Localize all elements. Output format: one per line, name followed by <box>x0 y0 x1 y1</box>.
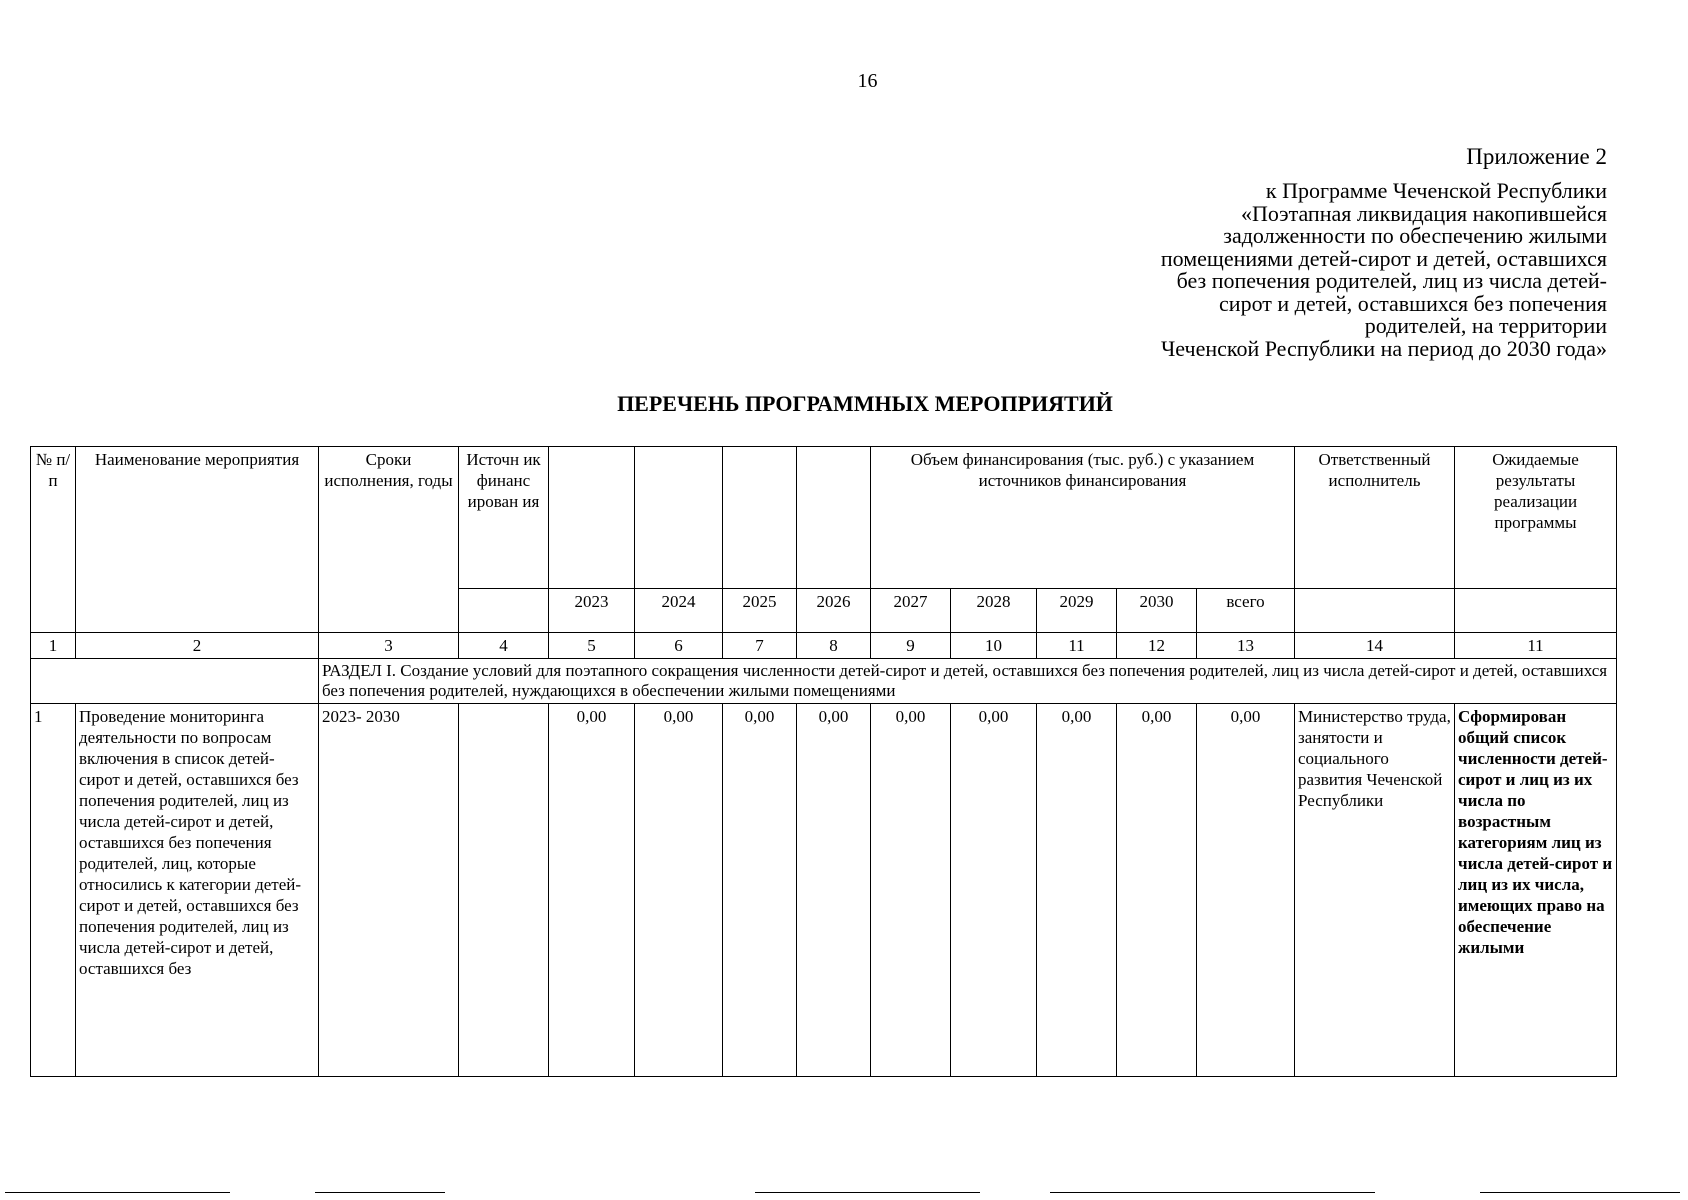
column-number: 6 <box>635 633 723 659</box>
section-row <box>31 659 1617 704</box>
header-blank <box>635 447 723 589</box>
row-value: 0,00 <box>1037 704 1117 1077</box>
column-number: 14 <box>1295 633 1455 659</box>
page-number: 16 <box>857 70 878 92</box>
appendix-line: родителей, на территории <box>1364 313 1607 338</box>
row-source <box>459 704 549 1077</box>
column-number: 11 <box>1037 633 1117 659</box>
appendix-subtitle <box>1047 180 1607 360</box>
row-name: Проведение мониторинга деятельности по вопросам включения в список детей-сирот и детей, оставшихся без попечения родителей, лиц из числа детей-сирот и детей, оставшихся без попечения родителей, лиц, которые относились к категории детей-сирот и детей, оставшихся без попечения родителей, лиц из числа детей-сирот и детей, оставшихся без <box>76 704 319 1077</box>
row-value: 0,00 <box>871 704 951 1077</box>
column-number: 7 <box>723 633 797 659</box>
footer-divider <box>315 1192 445 1193</box>
year-cell: 2026 <box>797 589 871 633</box>
header-blank <box>549 447 635 589</box>
year-cell: 2023 <box>549 589 635 633</box>
year-cell: 2024 <box>635 589 723 633</box>
row-num: 1 <box>31 704 76 1077</box>
footer-divider <box>755 1192 980 1193</box>
appendix-title: Приложение 2 <box>1466 144 1607 169</box>
year-blank <box>459 589 549 633</box>
column-number: 1 <box>31 633 76 659</box>
column-number: 10 <box>951 633 1037 659</box>
column-number: 13 <box>1197 633 1295 659</box>
year-cell: 2027 <box>871 589 951 633</box>
row-value: 0,00 <box>1117 704 1197 1077</box>
appendix-line: задолженности по обеспечению жилыми <box>1223 223 1607 248</box>
appendix-line: сирот и детей, оставшихся без попечения <box>1219 290 1607 316</box>
footer-divider <box>5 1192 230 1193</box>
column-number: 8 <box>797 633 871 659</box>
row-value: 0,00 <box>797 704 871 1077</box>
column-number: 3 <box>319 633 459 659</box>
row-value: 0,00 <box>549 704 635 1077</box>
column-numbers-row <box>31 633 1617 659</box>
header-source: Источн ик финанс ирован ия <box>459 447 549 589</box>
appendix-line: Чеченской Республики на период до 2030 года» <box>1161 335 1607 361</box>
header-blank <box>797 447 871 589</box>
row-executor: Министерство труда, занятости и социального развития Чеченской Республики <box>1295 704 1455 1077</box>
appendix-line: к Программе Чеченской Республики <box>1265 178 1607 203</box>
year-blank <box>1295 589 1455 633</box>
appendix-line: без попечения родителей, лиц из числа детей- <box>1176 268 1607 293</box>
header-period: Сроки исполнения, годы <box>319 447 459 633</box>
row-results: Сформирован общий список численности детей-сирот и лиц из их числа по возрастным категориям лиц из числа детей-сирот и лиц из их числа, имеющих право на обеспечение жилыми <box>1455 704 1617 1077</box>
appendix-line: помещениями детей-сирот и детей, оставшихся <box>1160 245 1607 271</box>
header-num: № п/ п <box>31 447 76 633</box>
header-name: Наименование мероприятия <box>76 447 319 633</box>
row-value: 0,00 <box>723 704 797 1077</box>
year-cell-total: всего <box>1197 589 1295 633</box>
column-number: 9 <box>871 633 951 659</box>
section-blank <box>31 659 319 704</box>
footer-divider <box>1050 1192 1375 1193</box>
footer-divider <box>1480 1192 1680 1193</box>
year-blank <box>1455 589 1617 633</box>
year-cell: 2025 <box>723 589 797 633</box>
column-number: 2 <box>76 633 319 659</box>
year-cell: 2029 <box>1037 589 1117 633</box>
row-value-total: 0,00 <box>1197 704 1295 1077</box>
header-executor: Ответственный исполнитель <box>1295 447 1455 589</box>
header-row <box>31 447 1617 589</box>
row-period: 2023- 2030 <box>319 704 459 1077</box>
year-cell: 2028 <box>951 589 1037 633</box>
header-blank <box>723 447 797 589</box>
header-results: Ожидаемые результаты реализации программы <box>1455 447 1617 589</box>
program-activities-table <box>30 446 1617 1077</box>
column-number: 12 <box>1117 633 1197 659</box>
column-number: 4 <box>459 633 549 659</box>
table-row <box>31 704 1617 1077</box>
row-value: 0,00 <box>951 704 1037 1077</box>
section-title: РАЗДЕЛ I. Создание условий для поэтапного сокращения численности детей-сирот и детей, оставшихся без попечения родителей, лиц из числа детей-сирот и детей, оставшихся без попечения родителей, нуждающихся в обеспечении жилыми помещениями <box>319 659 1617 704</box>
row-value: 0,00 <box>635 704 723 1077</box>
document-title: ПЕРЕЧЕНЬ ПРОГРАММНЫХ МЕРОПРИЯТИЙ <box>617 391 1113 416</box>
header-volume: Объем финансирования (тыс. руб.) с указанием источников финансирования <box>871 447 1295 589</box>
column-number: 5 <box>549 633 635 659</box>
year-cell: 2030 <box>1117 589 1197 633</box>
appendix-line: «Поэтапная ликвидация накопившейся <box>1240 200 1607 226</box>
column-number: 11 <box>1455 633 1617 659</box>
